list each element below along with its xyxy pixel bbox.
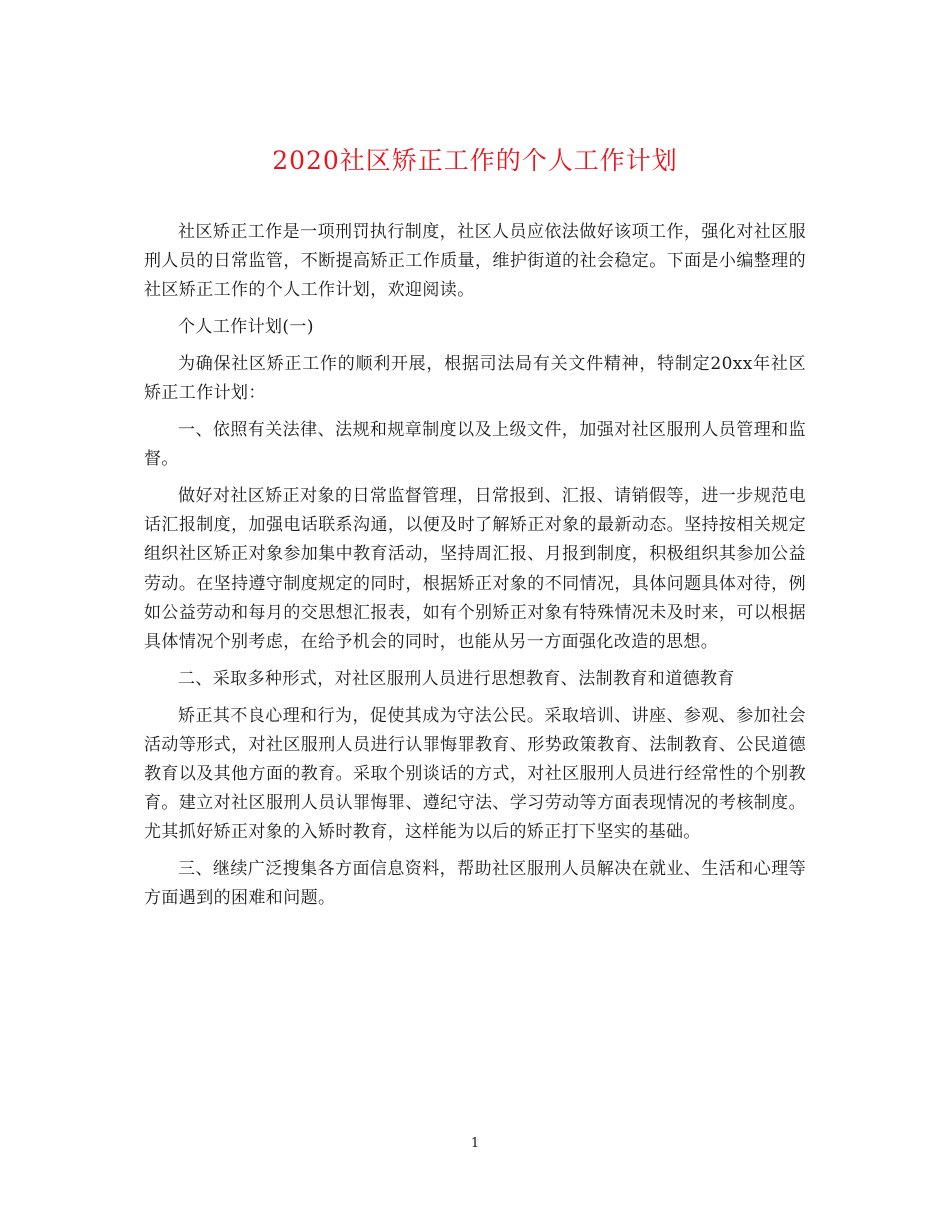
document-body — [144, 218, 806, 921]
paragraph-supervision: 做好对社区矫正对象的日常监督管理，日常报到、汇报、请销假等，进一步规范电话汇报制度，加强电话联系沟通，以便及时了解矫正对象的最新动态。坚持按相关规定组织社区矫正对象参加集中教育活动，坚持周汇报、月报到制度，积极组织其参加公益劳动。在坚持遵守制度规定的同时，根据矫正对象的不同情况，具体问题具体对待，例如公益劳动和每月的交思想汇报表，如有个别矫正对象有特殊情况未及时来，可以根据具体情况个别考虑，在给予机会的同时，也能从另一方面强化改造的思想。 — [144, 486, 806, 653]
item-heading-three: 三、继续广泛搜集各方面信息资料，帮助社区服刑人员解决在就业、生活和心理等方面遇到的困难和问题。 — [144, 859, 806, 909]
paragraph-intro: 社区矫正工作是一项刑罚执行制度，社区人员应依法做好该项工作，强化对社区服刑人员的日常监管，不断提高矫正工作质量，维护街道的社会稳定。下面是小编整理的社区矫正工作的个人工作计划，欢迎阅读。 — [144, 222, 806, 301]
item-heading-two: 二、采取多种形式，对社区服刑人员进行思想教育、法制教育和道德教育 — [178, 668, 735, 689]
paragraph-purpose: 为确保社区矫正工作的顺利开展，根据司法局有关文件精神，特制定20xx年社区矫正工作计划： — [144, 354, 806, 404]
section-heading-plan-one: 个人工作计划(一) — [178, 317, 314, 338]
document-title: 2020社区矫正工作的个人工作计划 — [272, 146, 678, 175]
paragraph-education: 矫正其不良心理和行为，促使其成为守法公民。采取培训、讲座、参观、参加社会活动等形式，对社区服刑人员进行认罪悔罪教育、形势政策教育、法制教育、公民道德教育以及其他方面的教育。采取个别谈话的方式，对社区服刑人员进行经常性的个别教育。建立对社区服刑人员认罪悔罪、遵纪守法、学习劳动等方面表现情况的考核制度。尤其抓好矫正对象的入矫时教育，这样能为以后的矫正打下坚实的基础。 — [144, 705, 806, 843]
page-number: 1 — [470, 1136, 480, 1151]
item-heading-one: 一、依照有关法律、法规和规章制度以及上级文件，加强对社区服刑人员管理和监督。 — [144, 420, 806, 470]
